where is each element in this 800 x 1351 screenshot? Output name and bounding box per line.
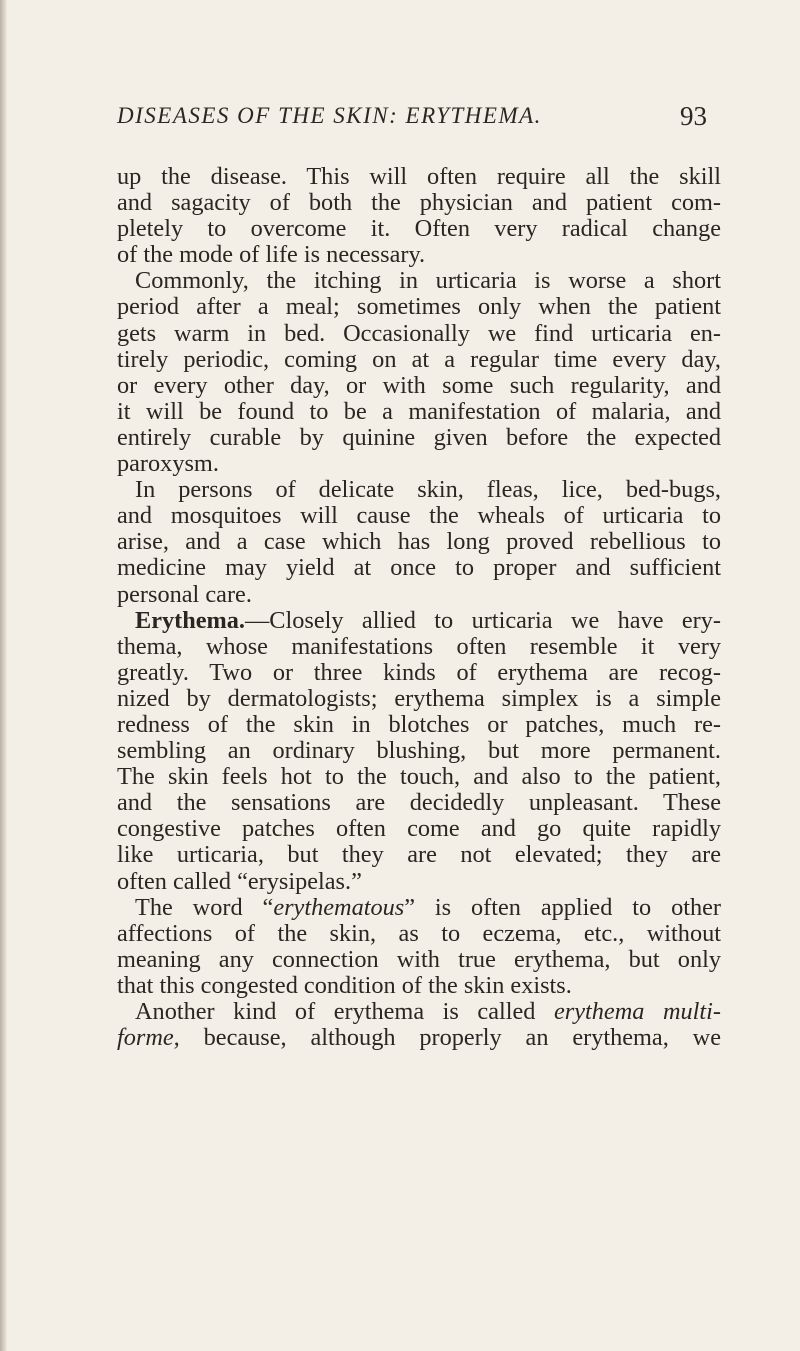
text-line: gets warm in bed. Occasionally we find urticaria en- [117, 320, 721, 347]
text-line: and the sensations are decidedly unpleasant. These [117, 790, 721, 817]
text-line: The skin feels hot to the touch, and also to the patient, [117, 764, 721, 791]
paragraph-end-line: that this congested condition of the skin exists. [117, 972, 572, 999]
page-number: 93 [680, 101, 707, 131]
text-line: sembling an ordinary blushing, but more permanent. [117, 738, 721, 765]
paragraph-first-line: In persons of delicate skin, fleas, lice, bed-bugs, [135, 477, 721, 504]
body-text [117, 164, 721, 1051]
italic-term: erythema multi- [554, 999, 721, 1025]
paragraph-first-line: The word “erythematous” is often applied to other [135, 894, 721, 921]
text-line: congestive patches often come and go quite rapidly [117, 816, 721, 843]
text-line: arise, and a case which has long proved rebellious to [117, 529, 721, 556]
paragraph-end-line: personal care. [117, 581, 252, 608]
text-line: and mosquitoes will cause the wheals of urticaria to [117, 503, 721, 530]
page-spine-shadow [0, 0, 7, 1351]
text-line: or every other day, or with some such regularity, and [117, 372, 721, 399]
section-heading-line: Erythema.—Closely allied to urticaria we have ery- [135, 607, 721, 634]
text-line: pletely to overcome it. Often very radical change [117, 216, 721, 243]
italic-term: forme, [117, 1025, 180, 1052]
text-line: entirely curable by quinine given before the expected [117, 424, 721, 451]
section-heading-erythema: Erythema. [135, 607, 245, 634]
text-line: greatly. Two or three kinds of erythema are recog- [117, 659, 721, 686]
text-line: medicine may yield at once to proper and sufficient [117, 555, 721, 582]
text-line: thema, whose manifestations often resemble it very [117, 633, 721, 660]
text-line: meaning any connection with true erythema, but only [117, 946, 721, 973]
running-head-title: DISEASES OF THE SKIN: ERYTHEMA. [117, 103, 542, 128]
paragraph-end-line: paroxysm. [117, 451, 219, 478]
text-line: tirely periodic, coming on at a regular time every day, [117, 346, 721, 373]
text-line: forme, because, although properly an erythema, we [117, 1025, 721, 1052]
text-line: period after a meal; sometimes only when the patient [117, 294, 721, 321]
text-line: up the disease. This will often require all the skill [117, 164, 721, 190]
text-line: and sagacity of both the physician and patient com- [117, 190, 721, 217]
text-line: redness of the skin in blotches or patches, much re- [117, 711, 721, 738]
paragraph-end-line: often called “erysipelas.” [117, 868, 362, 895]
text-line: like urticaria, but they are not elevated; they are [117, 842, 721, 869]
text-line: affections of the skin, as to eczema, etc., without [117, 920, 721, 947]
paragraph-first-line: Commonly, the itching in urticaria is worse a short [135, 268, 721, 295]
paragraph-first-line: Another kind of erythema is called erythema multi- [135, 999, 721, 1025]
text-line: nized by dermatologists; erythema simplex is a simple [117, 685, 721, 712]
running-head [117, 96, 707, 136]
text-line: it will be found to be a manifestation of malaria, and [117, 398, 721, 425]
paragraph-end-line: of the mode of life is necessary. [117, 242, 426, 269]
italic-term: erythematous [273, 894, 405, 921]
